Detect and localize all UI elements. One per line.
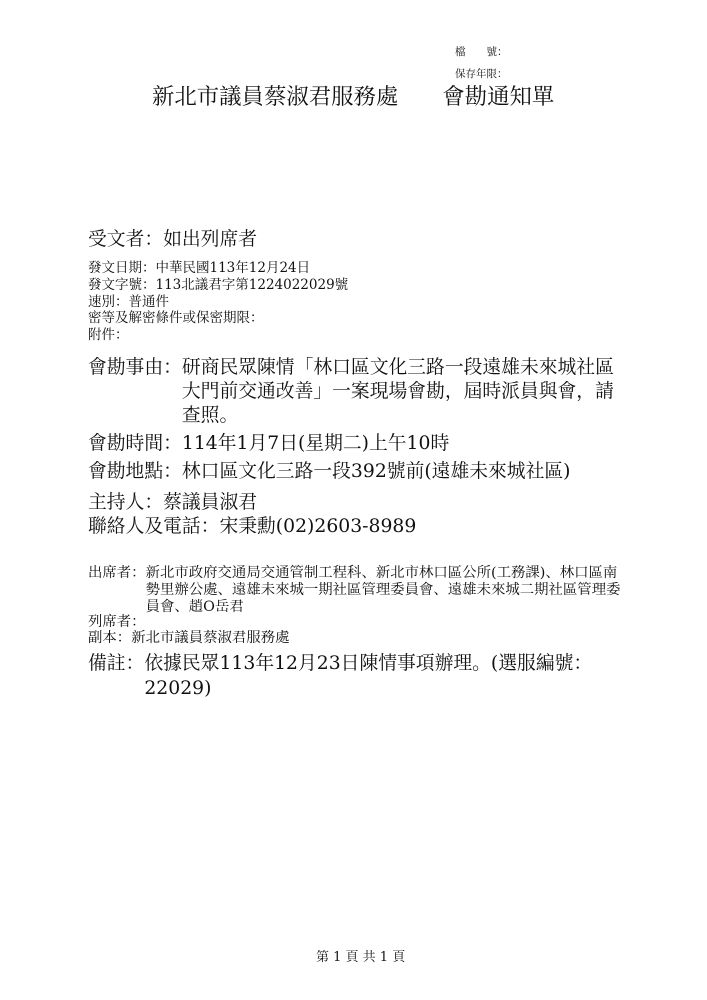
urgency-value: 普通件 xyxy=(128,293,169,310)
time-label: 會勘時間： xyxy=(88,433,182,454)
contact-label: 聯絡人及電話： xyxy=(88,516,220,537)
issue-date-label: 發文日期： xyxy=(88,260,156,276)
copy-value: 新北市議員蔡淑君服務處 xyxy=(131,630,290,646)
attachment-label: 附件： xyxy=(88,327,129,343)
inspection-place-row xyxy=(88,460,570,484)
issue-date-value: 中華民國113年12月24日 xyxy=(155,260,311,276)
host-label: 主持人： xyxy=(88,492,164,513)
subject-label: 會勘事由： xyxy=(88,357,182,378)
attendees-line: 勢里辦公處、遠雄未來城一期社區管理委員會、遠雄未來城二期社區管理委 xyxy=(145,581,621,598)
recipient-row xyxy=(88,228,257,252)
subject-line: 大門前交通改善」一案現場會勘，屆時派員與會，請 xyxy=(181,381,614,402)
observers-label: 列席者： xyxy=(88,614,146,630)
inspection-time-row xyxy=(88,432,449,456)
subject-line: 查照。 xyxy=(181,405,239,426)
file-number-label: 檔 號： xyxy=(455,46,508,58)
retention-period-label: 保存年限： xyxy=(455,68,508,80)
urgency-label: 速別： xyxy=(88,293,129,310)
confidentiality-row xyxy=(88,310,348,327)
attachment-row xyxy=(88,327,348,344)
issue-date-row xyxy=(88,260,348,277)
document-number-label: 發文字號： xyxy=(88,276,156,293)
contact-row xyxy=(88,515,416,539)
remark xyxy=(88,651,592,701)
document-number-value: 113北議君字第1224022029號 xyxy=(155,276,349,293)
document-meta xyxy=(88,260,348,344)
attendees-list xyxy=(146,565,621,616)
urgency-row xyxy=(88,294,348,311)
remark-label: 備註： xyxy=(88,653,145,674)
attendees-line: 新北市政府交通局交通管制工程科、新北市林口區公所(工務課)、林口區南 xyxy=(145,564,618,581)
remark-text xyxy=(144,651,592,701)
contact-value: 宋秉勳(02)2603-8989 xyxy=(219,516,417,537)
attendees-line: 員會、趙O岳君 xyxy=(145,598,244,615)
recipient-value: 如出列席者 xyxy=(163,229,258,250)
remark-line: 依據民眾113年12月23日陳情事項辦理。(選服編號： xyxy=(144,653,593,674)
host-value: 蔡議員淑君 xyxy=(163,492,258,513)
attendees-label: 出席者： xyxy=(88,564,146,581)
subject-line: 研商民眾陳情「林口區文化三路一段遠雄未來城社區 xyxy=(181,357,614,378)
host-row xyxy=(88,491,257,515)
remark-line: 22029) xyxy=(144,678,212,699)
place-value: 林口區文化三路一段392號前(遠雄未來城社區) xyxy=(181,461,571,482)
recipient-label: 受文者： xyxy=(88,229,164,250)
document-title xyxy=(152,83,554,111)
copy-label: 副本： xyxy=(88,630,132,646)
document-number-row xyxy=(88,277,348,294)
observers-row xyxy=(88,614,146,630)
confidentiality-label: 密等及解密條件或保密期限： xyxy=(88,310,264,327)
copy-row xyxy=(88,630,290,646)
page-number: 第 1 頁 共 1 頁 xyxy=(316,950,406,965)
subject-text xyxy=(182,356,614,428)
document-type: 會勘通知單 xyxy=(442,84,555,110)
inspection-subject xyxy=(88,356,614,428)
place-label: 會勘地點： xyxy=(88,461,182,482)
attendees xyxy=(88,565,620,616)
time-value: 114年1月7日(星期二)上午10時 xyxy=(181,433,450,454)
issuing-office: 新北市議員蔡淑君服務處 xyxy=(152,84,399,110)
